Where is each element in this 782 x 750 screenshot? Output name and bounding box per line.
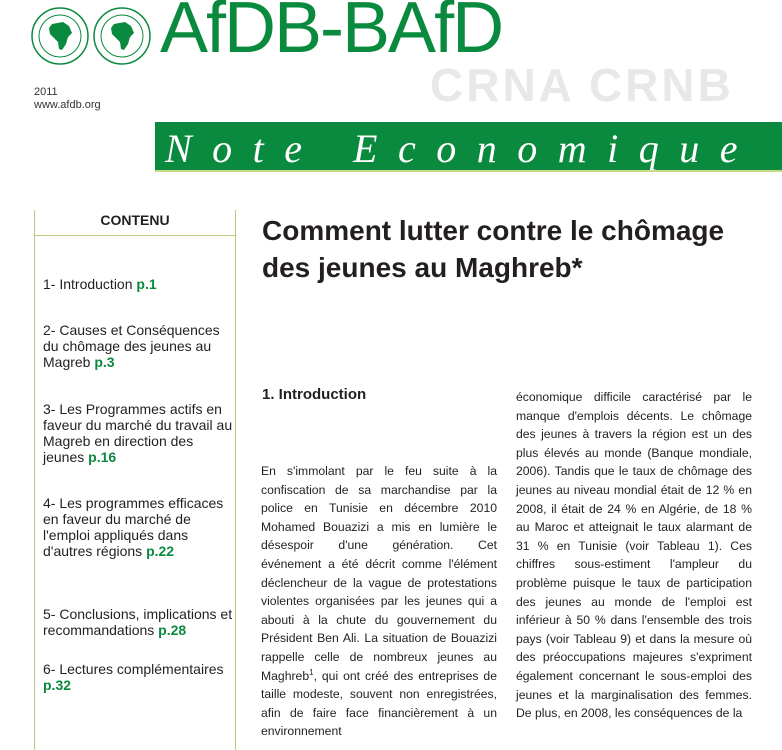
publication-year: 2011 <box>34 86 58 98</box>
afdb-seal-logo <box>30 6 90 66</box>
body-column-right: économique difficile caractérisé par le manque d'emplois décents. Le chômage des jeunes à travers la région est un des plus élevés au monde (Banque mondiale, 2006). Tandis que le taux de chômage des jeunes au niveau mondial était de 12 % en 2008, il était de 24 % en Algérie, de 18 % au Maroc et atteignait le taux alarmant de 31 % en Tunisie (voir Tableau 1). Ces chiffres sous-estiment l'ampleur du problème puisque le taux de participation des jeunes au monde de l'emploi est inférieur à 50 % dans l'ensemble des trois pays (voir Tableau 9) et dans la mesure où des préoccupations majeures s'expriment également concernant le sous-emploi des jeunes et la marginalisation des femmes. De plus, en 2008, les conséquences de la <box>516 390 752 721</box>
toc-item-label: 5- Conclusions, implications et recommandations <box>43 606 233 638</box>
title-banner <box>155 122 782 172</box>
toc-item-programmes-actifs[interactable] <box>43 401 233 465</box>
toc-item-page: p.22 <box>146 543 175 559</box>
body-text: , qui ont créé des entreprises de taille modeste, souvent non enregistrées, afin de faire face financièrement à un environnement <box>261 668 497 739</box>
table-of-contents <box>34 210 236 750</box>
toc-item-page: p.1 <box>136 276 157 292</box>
toc-item-label: 2- Causes et Conséquences du chômage des jeunes au Magreb <box>43 322 220 370</box>
section-heading: 1. Introduction <box>262 386 367 403</box>
toc-item-label: 3- Les Programmes actifs en faveur du marché du travail au Magreb en direction des jeunes <box>43 401 233 465</box>
toc-item-page: p.28 <box>158 622 187 638</box>
toc-item-causes[interactable] <box>43 322 233 370</box>
body-column-left <box>261 462 497 741</box>
toc-item-page: p.3 <box>94 354 115 370</box>
background-watermark: CRNA CRNB <box>430 59 734 111</box>
bafd-seal-logo <box>92 6 152 66</box>
toc-item-lectures[interactable] <box>43 661 233 693</box>
brand-title: AfDB-BAfD <box>160 0 503 68</box>
toc-item-page: p.16 <box>88 449 117 465</box>
website-url[interactable]: www.afdb.org <box>34 99 101 111</box>
footnote-marker[interactable]: 1 <box>309 667 314 677</box>
article-title: Comment lutter contre le chômage des jeunes au Maghreb* <box>262 215 725 283</box>
banner-title: Note Economique <box>165 126 758 171</box>
toc-item-programmes-efficaces[interactable] <box>43 495 233 559</box>
toc-item-label: 6- Lectures complémentaires <box>43 661 224 677</box>
toc-heading: CONTENU <box>100 212 170 228</box>
body-text: En s'immolant par le feu suite à la confiscation de sa marchandise par la police en Tunisie en décembre 2010 Mohamed Bouazizi a mis en lumière le désespoir d'une génération. Cet événement a été décrit comme l'élément déclencheur de la vague de protestations violentes organisées par les jeunes qui a abouti à la chute du gouvernement du Président Ben Ali. La situation de Bouazizi rappelle celle de nombreux jeunes au Maghreb <box>261 464 497 683</box>
toc-item-label: 4- Les programmes efficaces en faveur du marché de l'emploi appliqués dans d'autres régions <box>43 495 224 559</box>
toc-item-conclusions[interactable] <box>43 606 233 638</box>
toc-item-page: p.32 <box>43 677 72 693</box>
toc-divider <box>35 235 235 236</box>
toc-item-introduction[interactable] <box>43 276 233 292</box>
toc-item-label: 1- Introduction <box>43 276 137 292</box>
